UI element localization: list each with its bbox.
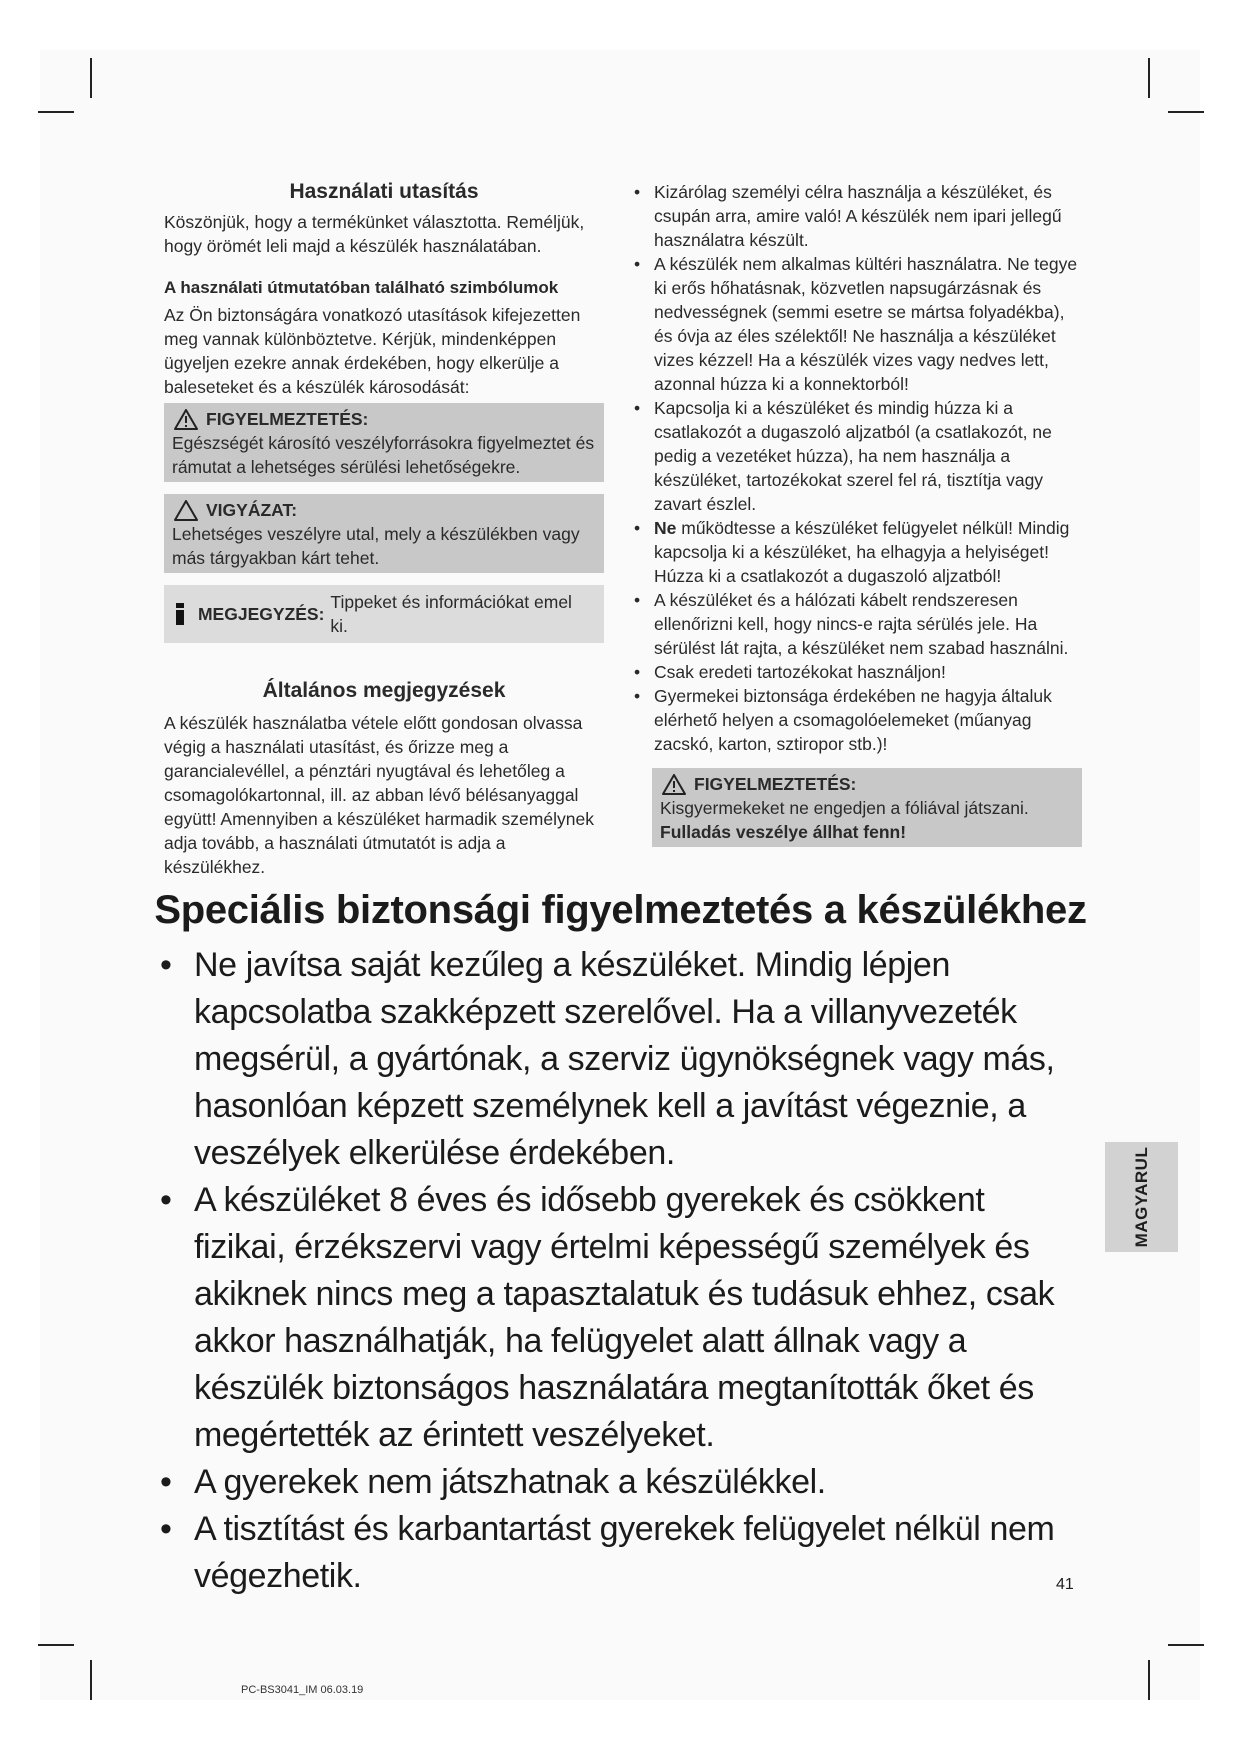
crop-mark <box>38 111 74 113</box>
footer-code: PC-BS3041_IM 06.03.19 <box>241 1684 364 1696</box>
list-item: • A tisztítást és karbantartást gyerekek felügyelet nélkül nem végezhetik. <box>160 1506 1080 1600</box>
list-item: • Kizárólag személyi célra használja a készüléket, és csupán arra, amire való! A készülék nem ipari jellegű használatra készült. <box>632 180 1082 252</box>
list-item <box>632 516 1082 588</box>
warning-text: Kisgyermekeket ne engedjen a fóliával játszani. <box>660 798 1029 818</box>
right-column <box>632 180 1082 847</box>
warning-box <box>164 403 604 482</box>
intro-text: Köszönjük, hogy a termékünket választotta. Reméljük, hogy örömét leli majd a készülék használatában. <box>164 212 585 256</box>
list-item: • A készüléket és a hálózati kábelt rendszeresen ellenőrizni kell, hogy nincs-e rajta sérülés jele. Ha sérülést lát rajta, a készüléket nem szabad használni. <box>632 588 1082 660</box>
special-warning-title: Speciális biztonsági figyelmeztetés a készülékhez <box>154 888 1087 932</box>
list-item-text: működtesse a készüléket felügyelet nélkül! Mindig kapcsolja ki a készüléket, ha elhagyja a helyiséget! Húzza ki a csatlakozót a dugaszoló aljzatból! <box>654 518 1070 586</box>
list-item: • A gyerekek nem játszhatnak a készülékkel. <box>160 1459 1080 1506</box>
crop-mark <box>1168 1644 1204 1646</box>
caution-label: VIGYÁZAT: <box>206 500 298 520</box>
info-icon <box>174 603 186 625</box>
note-label: MEGJEGYZÉS: <box>197 604 325 624</box>
warning-triangle-icon <box>174 500 198 521</box>
crop-mark <box>1168 111 1204 113</box>
caution-box <box>164 494 604 573</box>
general-notes-title: Általános megjegyzések <box>262 679 506 702</box>
left-column <box>164 180 604 879</box>
safety-list <box>632 180 1082 756</box>
list-item: • A készülék nem alkalmas kültéri használatra. Ne tegye ki erős hőhatásnak, közvetlen napsugárzásnak és nedvességnek (semmi esetre se mártsa folyadékba), és óvja az éles szélektől! Ne használja a készüléket vizes kézzel! Ha a készülék vizes vagy nedves lett, azonnal húzza ki a konnektorból! <box>632 252 1082 396</box>
language-tab-label: MAGYARUL <box>1131 1146 1151 1248</box>
note-box <box>164 585 604 643</box>
warning-triangle-icon <box>174 409 198 430</box>
note-text: Tippeket és információkat emel ki. <box>330 592 572 636</box>
list-item: • Ne javítsa saját kezűleg a készüléket. Mindig lépjen kapcsolatba szakképzett szerelővel. Ha a villanyvezeték megsérül, a gyártónak, a szerviz ügynökségnek vagy más, hasonlóan képzett személynek kell a javítást végeznie, a veszélyek elkerülése érdekében. <box>160 942 1080 1177</box>
caution-text: Lehetséges veszélyre utal, mely a készülékben vagy más tárgyakban kárt tehet. <box>172 524 580 568</box>
general-notes-text: A készülék használatba vétele előtt gondosan olvassa végig a használati utasítást, és őrizze meg a garancialevéllel, a pénztári nyugtával és lehetőleg a csomagolókartonnal, ill. az abban lévő bélésanyaggal együtt! Amennyiben a készüléket harmadik személynek adja tovább, a használati útmutatót is adja a készülékhez. <box>164 713 594 877</box>
list-item: • Gyermekei biztonsága érdekében ne hagyja általuk elérhető helyen a csomagolóelemeket (műanyag zacskó, karton, sztiropor stb.)! <box>632 684 1082 756</box>
language-tab <box>1105 1142 1178 1252</box>
crop-mark <box>38 1644 74 1646</box>
foil-warning-box <box>652 768 1082 847</box>
warning-bold-text: Fulladás veszélye állhat fenn! <box>660 822 907 842</box>
crop-mark <box>1148 58 1150 98</box>
warning-label: FIGYELMEZTETÉS: <box>694 774 857 794</box>
list-item: • A készüléket 8 éves és idősebb gyerekek és csökkent fizikai, érzékszervi vagy értelmi képességű személyek és akiknek nincs meg a tapasztalatuk és tudásuk ehhez, csak akkor használhatják, ha felügyelet alatt állnak vagy a készülék biztonságos használatára megtanították őket és megértették az érintett veszélyeket. <box>160 1177 1080 1459</box>
warning-triangle-icon <box>662 774 686 795</box>
crop-mark <box>90 1660 92 1700</box>
bold-prefix: Ne <box>654 518 677 538</box>
list-item: • Csak eredeti tartozékokat használjon! <box>632 660 1082 684</box>
symbols-text: Az Ön biztonságára vonatkozó utasítások kifejezetten meg vannak különböztetve. Kérjük, mindenképpen ügyeljen ezekre annak érdekében, hogy elkerülje a baleseteket és a készülék károsodását: <box>164 305 581 397</box>
warning-text: Egészségét károsító veszélyforrásokra figyelmeztet és rámutat a lehetséges sérülési lehetőségekre. <box>172 433 595 477</box>
crop-mark <box>1148 1660 1150 1700</box>
page-number: 41 <box>1056 1576 1074 1593</box>
instructions-title: Használati utasítás <box>289 180 479 203</box>
symbols-heading: A használati útmutatóban található szimbólumok <box>164 278 559 297</box>
crop-mark <box>90 58 92 98</box>
list-item: • Kapcsolja ki a készüléket és mindig húzza ki a csatlakozót a dugaszoló aljzatból (a csatlakozót, ne pedig a vezetéket húzza), ha nem használja a készüléket, tartozékokat szerel fel rá, tisztítja vagy zavart észlel. <box>632 396 1082 516</box>
special-warning-list <box>160 942 1080 1600</box>
warning-label: FIGYELMEZTETÉS: <box>206 409 369 429</box>
